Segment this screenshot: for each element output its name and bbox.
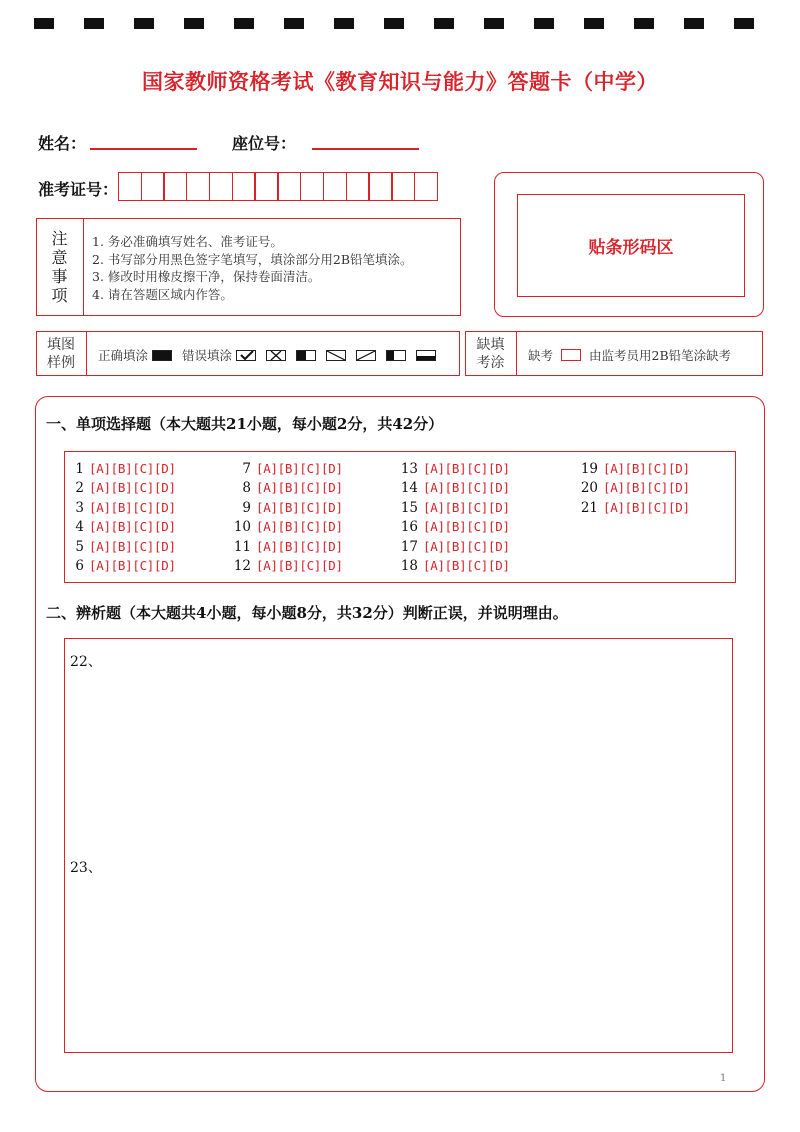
mc-options[interactable]: [A][B][C][D]	[256, 461, 343, 476]
fill-sample-heading-line: 填图	[47, 336, 75, 353]
exam-id-cell[interactable]	[186, 172, 210, 201]
mc-question-number: 18	[400, 558, 418, 574]
mc-options[interactable]: [A][B][C][D]	[89, 538, 176, 554]
exam-id-cell[interactable]	[391, 172, 415, 201]
essay-answer-box[interactable]	[64, 638, 733, 1053]
exam-id-cell[interactable]	[232, 172, 256, 201]
mc-question-number: 14	[400, 480, 418, 497]
mc-question-number: 20	[580, 480, 598, 497]
note-item: 1. 务必准确填写姓名、准考证号。	[92, 234, 283, 249]
exam-id-grid[interactable]	[119, 172, 438, 201]
mc-question-number: 3	[75, 499, 84, 516]
note-item: 4. 请在答题区域内作答。	[92, 286, 233, 302]
exam-id-cell[interactable]	[163, 172, 187, 201]
exam-id-cell[interactable]	[300, 172, 324, 201]
mc-question-20[interactable]	[576, 480, 690, 496]
absent-heading-line: 缺填	[476, 336, 505, 353]
mc-question-number: 2	[75, 480, 84, 497]
mc-question-16[interactable]	[396, 519, 510, 535]
mc-options[interactable]: [A][B][C][D]	[423, 499, 510, 515]
mc-options[interactable]: [A][B][C][D]	[256, 558, 343, 573]
mc-options[interactable]: [A][B][C][D]	[603, 480, 690, 496]
mc-question-number: 7	[242, 461, 251, 477]
section2-title: 二、辨析题（本大题共4小题，每小题8分，共32分）判断正误，并说明理由。	[46, 604, 568, 622]
notes-heading-char: 项	[51, 286, 68, 305]
mc-options[interactable]: [A][B][C][D]	[89, 499, 176, 515]
mc-options[interactable]: [A][B][C][D]	[603, 499, 690, 515]
mc-question-2[interactable]	[62, 480, 176, 496]
absent-heading-line: 考涂	[476, 354, 505, 371]
mc-question-19[interactable]	[576, 461, 690, 477]
mc-options[interactable]: [A][B][C][D]	[89, 480, 176, 496]
mc-options[interactable]: [A][B][C][D]	[256, 538, 343, 554]
barcode-label: 贴条形码区	[588, 238, 674, 258]
mc-options[interactable]: [A][B][C][D]	[603, 461, 690, 476]
mc-options[interactable]: [A][B][C][D]	[89, 558, 176, 573]
fill-sample-heading	[36, 331, 87, 376]
mc-question-18[interactable]	[396, 558, 510, 574]
absent-label: 缺考	[528, 348, 554, 363]
mc-question-number: 13	[400, 461, 418, 477]
seat-label: 座位号：	[232, 134, 297, 153]
mc-options[interactable]: [A][B][C][D]	[256, 519, 343, 535]
half-fill-bottom-icon	[416, 350, 436, 361]
mc-question-number: 4	[75, 519, 84, 536]
fill-sample-row	[98, 346, 446, 364]
page-title: 国家教师资格考试《教育知识与能力》答题卡（中学）	[142, 69, 658, 94]
mc-question-14[interactable]	[396, 480, 510, 496]
mc-question-7[interactable]	[229, 461, 343, 477]
mc-question-1[interactable]	[62, 461, 176, 477]
exam-id-cell[interactable]	[346, 172, 370, 201]
correct-fill-label: 正确填涂	[98, 348, 149, 363]
exam-id-cell[interactable]	[277, 172, 301, 201]
fill-sample-heading-line: 样例	[47, 354, 75, 371]
exam-id-cell[interactable]	[414, 172, 438, 201]
mc-question-number: 6	[75, 558, 84, 574]
notes-heading-char: 意	[51, 248, 68, 267]
question-22-label: 22、	[70, 654, 102, 670]
exam-id-cell[interactable]	[368, 172, 392, 201]
diagonal-down-icon	[326, 350, 346, 361]
absent-checkbox[interactable]	[561, 349, 581, 361]
mc-options[interactable]: [A][B][C][D]	[423, 558, 510, 573]
absent-row	[528, 346, 731, 364]
notes-heading	[36, 218, 84, 316]
mc-question-10[interactable]	[229, 519, 343, 535]
name-label: 姓名：	[38, 134, 87, 153]
mc-question-number: 1	[75, 461, 84, 477]
absent-note: 由监考员用2B铅笔涂缺考	[589, 348, 732, 363]
section1-title: 一、单项选择题（本大题共21小题，每小题2分，共42分）	[46, 415, 444, 433]
exam-id-cell[interactable]	[323, 172, 347, 201]
mc-question-number: 12	[233, 558, 251, 574]
note-item: 2. 书写部分用黑色签字笔填写，填涂部分用2B铅笔填涂。	[92, 251, 413, 267]
diagonal-up-icon	[356, 350, 376, 361]
mc-question-8[interactable]	[229, 480, 343, 496]
half-fill-left-small-icon	[386, 350, 406, 361]
mc-question-12[interactable]	[229, 558, 343, 574]
mc-question-number: 19	[580, 461, 598, 477]
mc-question-17[interactable]	[396, 539, 510, 555]
check-mark-icon	[236, 350, 256, 361]
mc-question-3[interactable]	[62, 500, 176, 516]
mc-question-number: 9	[242, 499, 251, 516]
mc-options[interactable]: [A][B][C][D]	[256, 499, 343, 515]
mc-options[interactable]: [A][B][C][D]	[423, 538, 510, 554]
notes-list	[92, 233, 413, 303]
cross-mark-icon	[266, 350, 286, 361]
notes-heading-char: 事	[51, 267, 68, 286]
mc-question-15[interactable]	[396, 500, 510, 516]
mc-options[interactable]: [A][B][C][D]	[89, 519, 176, 535]
name-field[interactable]	[90, 148, 197, 150]
question-23-label: 23、	[70, 860, 102, 876]
mc-question-4[interactable]	[62, 519, 176, 535]
correct-fill-mark	[152, 350, 172, 361]
mc-question-9[interactable]	[229, 500, 343, 516]
mc-question-21[interactable]	[576, 500, 690, 516]
mc-question-5[interactable]	[62, 539, 176, 555]
page-number: 1	[720, 1073, 727, 1084]
mc-question-number: 21	[580, 499, 598, 516]
exam-id-label: 准考证号：	[38, 180, 119, 199]
mc-question-number: 8	[242, 480, 251, 497]
mc-options[interactable]: [A][B][C][D]	[89, 461, 176, 476]
exam-id-cell[interactable]	[209, 172, 233, 201]
exam-id-cell[interactable]	[118, 172, 142, 201]
notes-heading-char: 注	[51, 229, 68, 248]
note-item: 3. 修改时用橡皮擦干净，保持卷面清洁。	[92, 269, 321, 284]
mc-question-number: 15	[400, 499, 418, 516]
mc-options[interactable]: [A][B][C][D]	[423, 480, 510, 496]
mc-question-number: 5	[75, 538, 84, 555]
exam-id-cell[interactable]	[141, 172, 165, 201]
half-fill-left-icon	[296, 350, 316, 361]
absent-heading	[465, 331, 517, 376]
seat-field[interactable]	[312, 148, 419, 150]
wrong-fill-label: 错误填涂	[182, 348, 233, 363]
mc-question-13[interactable]	[396, 461, 510, 477]
barcode-area	[517, 194, 745, 297]
mc-question-number: 17	[400, 538, 418, 555]
exam-id-cell[interactable]	[254, 172, 278, 201]
mc-question-number: 10	[233, 519, 251, 536]
mc-question-11[interactable]	[229, 539, 343, 555]
mc-question-6[interactable]	[62, 558, 176, 574]
mc-question-number: 11	[233, 538, 251, 555]
mc-question-number: 16	[400, 519, 418, 536]
mc-options[interactable]: [A][B][C][D]	[423, 519, 510, 535]
mc-options[interactable]: [A][B][C][D]	[256, 480, 343, 496]
mc-options[interactable]: [A][B][C][D]	[423, 461, 510, 476]
